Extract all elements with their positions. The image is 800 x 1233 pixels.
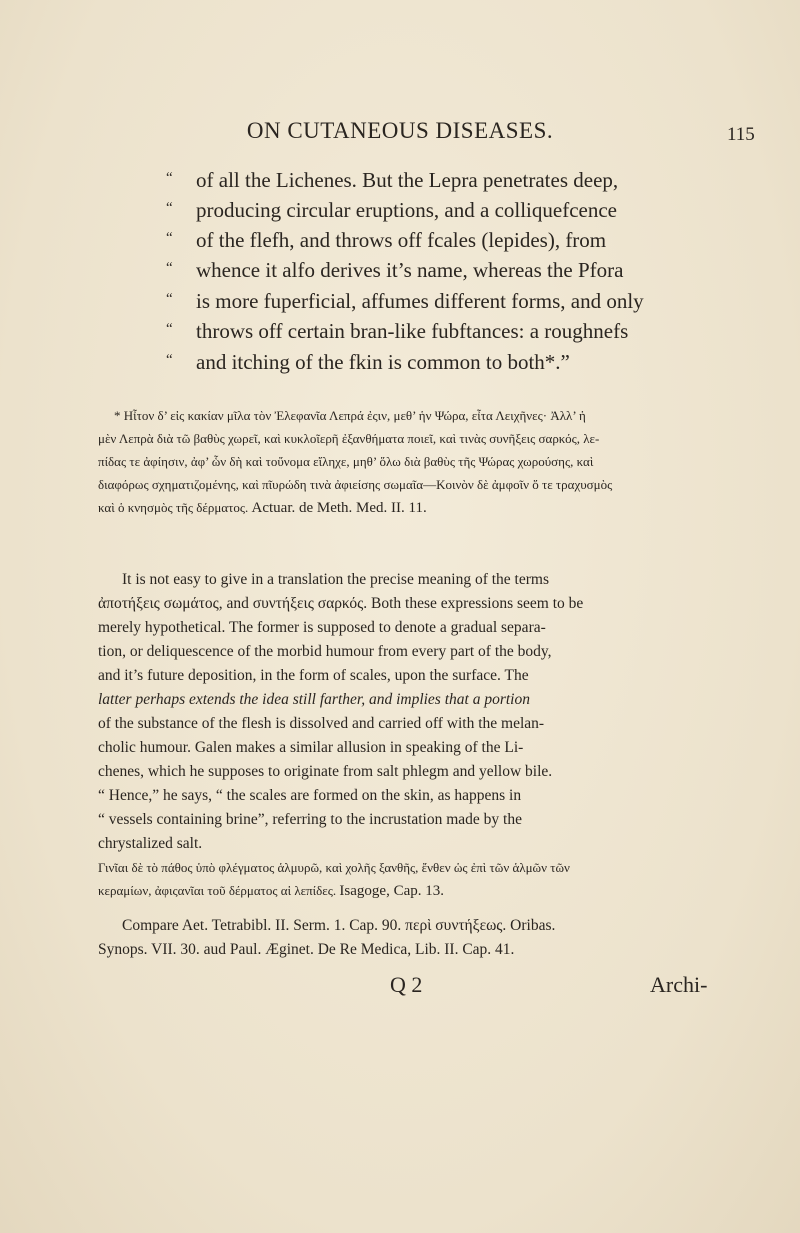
citation: Actuar. de Meth. Med. II. 11. (251, 500, 427, 516)
commentary-line: cholic humour. Galen makes a similar allusion in speaking of the Li- (98, 739, 524, 756)
reference-line: Synops. VII. 30. aud Paul. Æginet. De Re Medica, Lib. II. Cap. 41. (98, 941, 515, 958)
footnote-line: * Ηἶτον δ’ εἰς κακίαν μῖλα τὸν Ἐλεφανῖα Λεπρά ἐςιν, μεθ’ ἡν Ψώρα, εἶτα Λειχῆνες· Ἀλλ’ ἡ (114, 408, 586, 423)
quote-line: “ throws off certain bran-like fubftances: a roughnefs (166, 319, 629, 343)
footnote-line: καὶ ὁ κνησμὸς τῆς δέρματος. Actuar. de Meth. Med. II. 11. (98, 500, 427, 516)
commentary-line: chrystalized salt. (98, 835, 203, 852)
quote-line: “ is more fuperficial, affumes different forms, and only (166, 289, 644, 313)
signature-mark: Q 2 (390, 972, 423, 997)
page-number: 115 (727, 124, 755, 145)
running-head: ON CUTANEOUS DISEASES. (246, 118, 554, 143)
citation: Isagoge, Cap. 13. (339, 883, 444, 899)
quote-line: “ whence it alfo derives it’s name, whereas the Pfora (166, 258, 624, 282)
quote-line: “ and itching of the fkin is common to both*.” (166, 350, 570, 374)
commentary-line: of the substance of the flesh is dissolved and carried off with the melan- (98, 715, 545, 732)
catchword: Archi- (650, 972, 708, 997)
commentary-line: “ vessels containing brine”, referring to the incrustation made by the (98, 811, 522, 828)
quote-line: “ of the flefh, and throws off fcales (lepides), from (166, 228, 607, 252)
reference-line: Compare Aet. Tetrabibl. II. Serm. 1. Cap. 90. περὶ συντήξεως. Oribas. (122, 917, 556, 934)
commentary-line: “ Hence,” he says, “ the scales are formed on the skin, as happens in (98, 787, 522, 804)
greek-line: Γινῖαι δὲ τὸ πάθος ὑπὸ φλέγματος ἁλμυρῶ, καὶ χολῆς ξανθῆς, ἔνθεν ὡς ἐπὶ τῶν ἁλμῶν τῶν (98, 860, 570, 875)
quote-line: “ producing circular eruptions, and a colliquefcence (166, 198, 617, 222)
footnote-line: διαφόρως σχηματιζομένης, καὶ πῖυρώδη τινὰ ἀφιείσης σωμαῖα—Κοινὸν δὲ ἀμφοῖν ὅ τε τραχυσμὸς (98, 477, 613, 492)
quote-line: “ of all the Lichenes. But the Lepra penetrates deep, (166, 168, 619, 192)
commentary-line: chenes, which he supposes to originate from salt phlegm and yellow bile. (98, 763, 553, 780)
commentary-line: tion, or deliquescence of the morbid humour from every part of the body, (98, 643, 552, 660)
footnote-line: πίδας τε ἀφίησιν, ἀφ’ ὧν δὴ καὶ τοὔνομα εἴληχε, μηθ’ ὅλω διὰ βαθὺς τῆς Ψώρας χωρούσης, καὶ (98, 454, 594, 469)
commentary-line: ἀποτήξεις σωμάτος, and συντήξεις σαρκός. Both these expressions seem to be (98, 595, 584, 612)
greek-line: κεραμίων, ἀφιςανῖαι τοῦ δέρματος αἱ λεπίδες. Isagoge, Cap. 13. (98, 883, 444, 899)
footnote-line: μὲν Λεπρὰ διὰ τῶ βαθὺς χωρεῖ, καὶ κυκλοῖερῆ ἐξανθήματα ποιεῖ, καὶ τινὰς συνῆξεις σαρκός, λε- (98, 431, 600, 446)
commentary-line: and it’s future deposition, in the form of scales, upon the surface. The (98, 667, 529, 684)
commentary-line: merely hypothetical. The former is supposed to denote a gradual separa- (98, 619, 546, 636)
commentary-line: latter perhaps extends the idea still farther, and implies that a portion (98, 691, 530, 708)
commentary-line: It is not easy to give in a translation the precise meaning of the terms (122, 571, 549, 588)
